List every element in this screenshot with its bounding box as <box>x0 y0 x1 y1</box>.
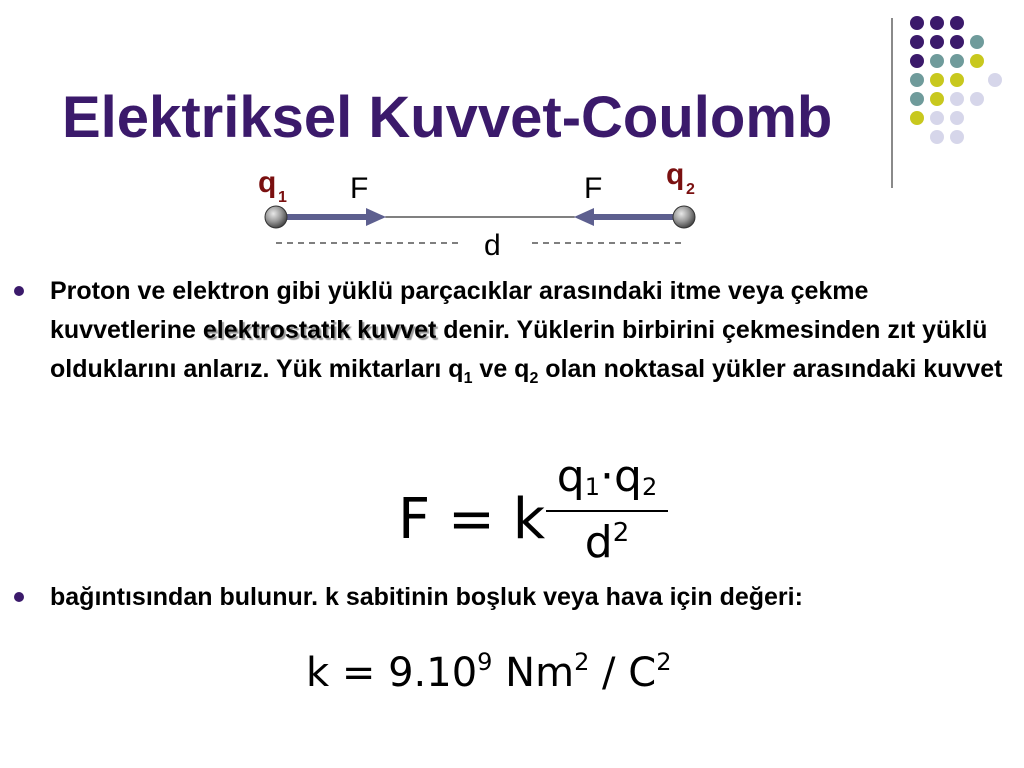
decorative-dot <box>930 130 944 144</box>
charge2-sub: 2 <box>686 181 695 198</box>
decorative-dot <box>970 35 984 49</box>
decorative-dot <box>950 111 964 125</box>
distance-label: d <box>484 229 501 260</box>
decorative-dot <box>950 35 964 49</box>
decorative-dot <box>910 92 924 106</box>
decorative-dot <box>930 16 944 30</box>
decorative-dot <box>950 54 964 68</box>
decorative-dot <box>910 16 924 30</box>
formula-denominator: $d^2$ <box>584 517 630 568</box>
decorative-dot <box>930 111 944 125</box>
slide-title: Elektriksel Kuvvet-Coulomb <box>62 85 833 150</box>
force-right-label: F <box>584 172 603 205</box>
force-left-label: F <box>350 172 369 205</box>
charge2-ball <box>673 206 695 228</box>
coulomb-diagram <box>240 160 710 260</box>
force-arrowhead-left <box>366 208 386 226</box>
decorative-dot <box>910 73 924 87</box>
bullet-dot <box>14 286 24 296</box>
highlighted-term: elektrostatik kuvvet <box>202 316 437 344</box>
decorative-dot <box>970 92 984 106</box>
force-arrowhead-right <box>574 208 594 226</box>
decorative-dot <box>950 73 964 87</box>
decorative-dot <box>950 16 964 30</box>
decorative-dot <box>910 111 924 125</box>
decorative-dot <box>910 35 924 49</box>
paragraph-coulomb-definition: Proton ve elektron gibi yüklü parçacıklar arasındaki itme veya çekme kuvvetlerine elektrostatik kuvvet denir. Yüklerin birbirini çekmesinden zıt yüklü olduklarını anlarız. Yük miktarları $q_1$ ve $q_2$ olan noktasal yükler arasındaki kuvvet <box>50 277 1003 387</box>
decorative-dot <box>950 130 964 144</box>
decorative-dot <box>950 92 964 106</box>
formula-lhs: F = k <box>398 487 546 552</box>
charge1-label: q <box>258 166 277 199</box>
bullet-dot <box>14 592 24 602</box>
formula-numerator: $q_1\cdot q_2$ <box>556 451 658 502</box>
fraction-bar <box>546 510 668 512</box>
charge1-sub: 1 <box>278 189 287 206</box>
paragraph-constant-intro: bağıntısından bulunur. k sabitinin boşluk veya hava için değeri: <box>50 583 803 611</box>
decorative-dot <box>930 73 944 87</box>
decorative-dot <box>930 54 944 68</box>
decorative-dot <box>988 73 1002 87</box>
charge1-ball <box>265 206 287 228</box>
formula-fraction <box>546 448 668 572</box>
decorative-dot <box>970 54 984 68</box>
decorative-dot <box>930 35 944 49</box>
decorative-dot <box>930 92 944 106</box>
decorative-dot <box>910 54 924 68</box>
charge2-label: q <box>666 160 685 191</box>
decorative-dot-grid <box>0 0 1024 170</box>
coulomb-constant-value: $k = 9.10^9$ $Nm^2 / C^2$ <box>306 648 672 696</box>
